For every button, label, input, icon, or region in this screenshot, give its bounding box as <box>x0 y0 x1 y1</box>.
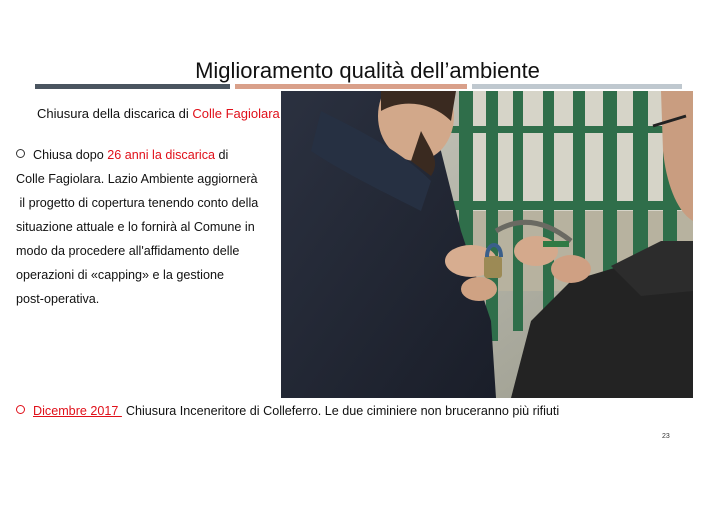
paragraph-highlight: 26 anni la discarica <box>107 148 216 162</box>
bottom-date-link[interactable]: Dicembre 2017 <box>33 404 122 418</box>
bullet-icon <box>16 405 25 414</box>
title-rule-light <box>472 84 682 89</box>
subtitle-prefix: Chiusura della discarica di <box>37 106 193 121</box>
page-number: 23 <box>662 433 670 440</box>
slide-title: Miglioramento qualità dell’ambiente <box>195 58 540 83</box>
paragraph-lead: Chiusa dopo <box>33 148 108 162</box>
subtitle-highlight: Colle Fagiolara <box>192 106 280 121</box>
paragraph-first-line <box>16 143 282 167</box>
paragraph-line: Colle Fagiolara. Lazio Ambiente aggiornerà <box>16 172 258 186</box>
paragraph-line: modo da procedere all'affidamento delle <box>16 244 240 258</box>
body-paragraph <box>16 143 282 311</box>
bullet-icon <box>16 149 25 158</box>
paragraph-line: post-operativa. <box>16 292 100 306</box>
paragraph-line: il progetto di copertura tenendo conto della <box>16 196 259 210</box>
slide-subtitle <box>37 106 280 121</box>
paragraph-line: operazioni di «capping» e la gestione <box>16 268 224 282</box>
title-rule-dark <box>35 84 230 89</box>
title-rule-salmon <box>235 84 467 89</box>
paragraph-line: situazione attuale e lo fornirà al Comune in <box>16 220 255 234</box>
gate-lock-illustration <box>281 91 693 398</box>
bottom-bullet-line <box>16 404 559 418</box>
gate-lock-photo <box>281 91 693 398</box>
bottom-text: Chiusura Inceneritore di Colleferro. Le due ciminiere non bruceranno più rifiuti <box>125 404 560 418</box>
paragraph-first-rest: di <box>215 148 229 162</box>
